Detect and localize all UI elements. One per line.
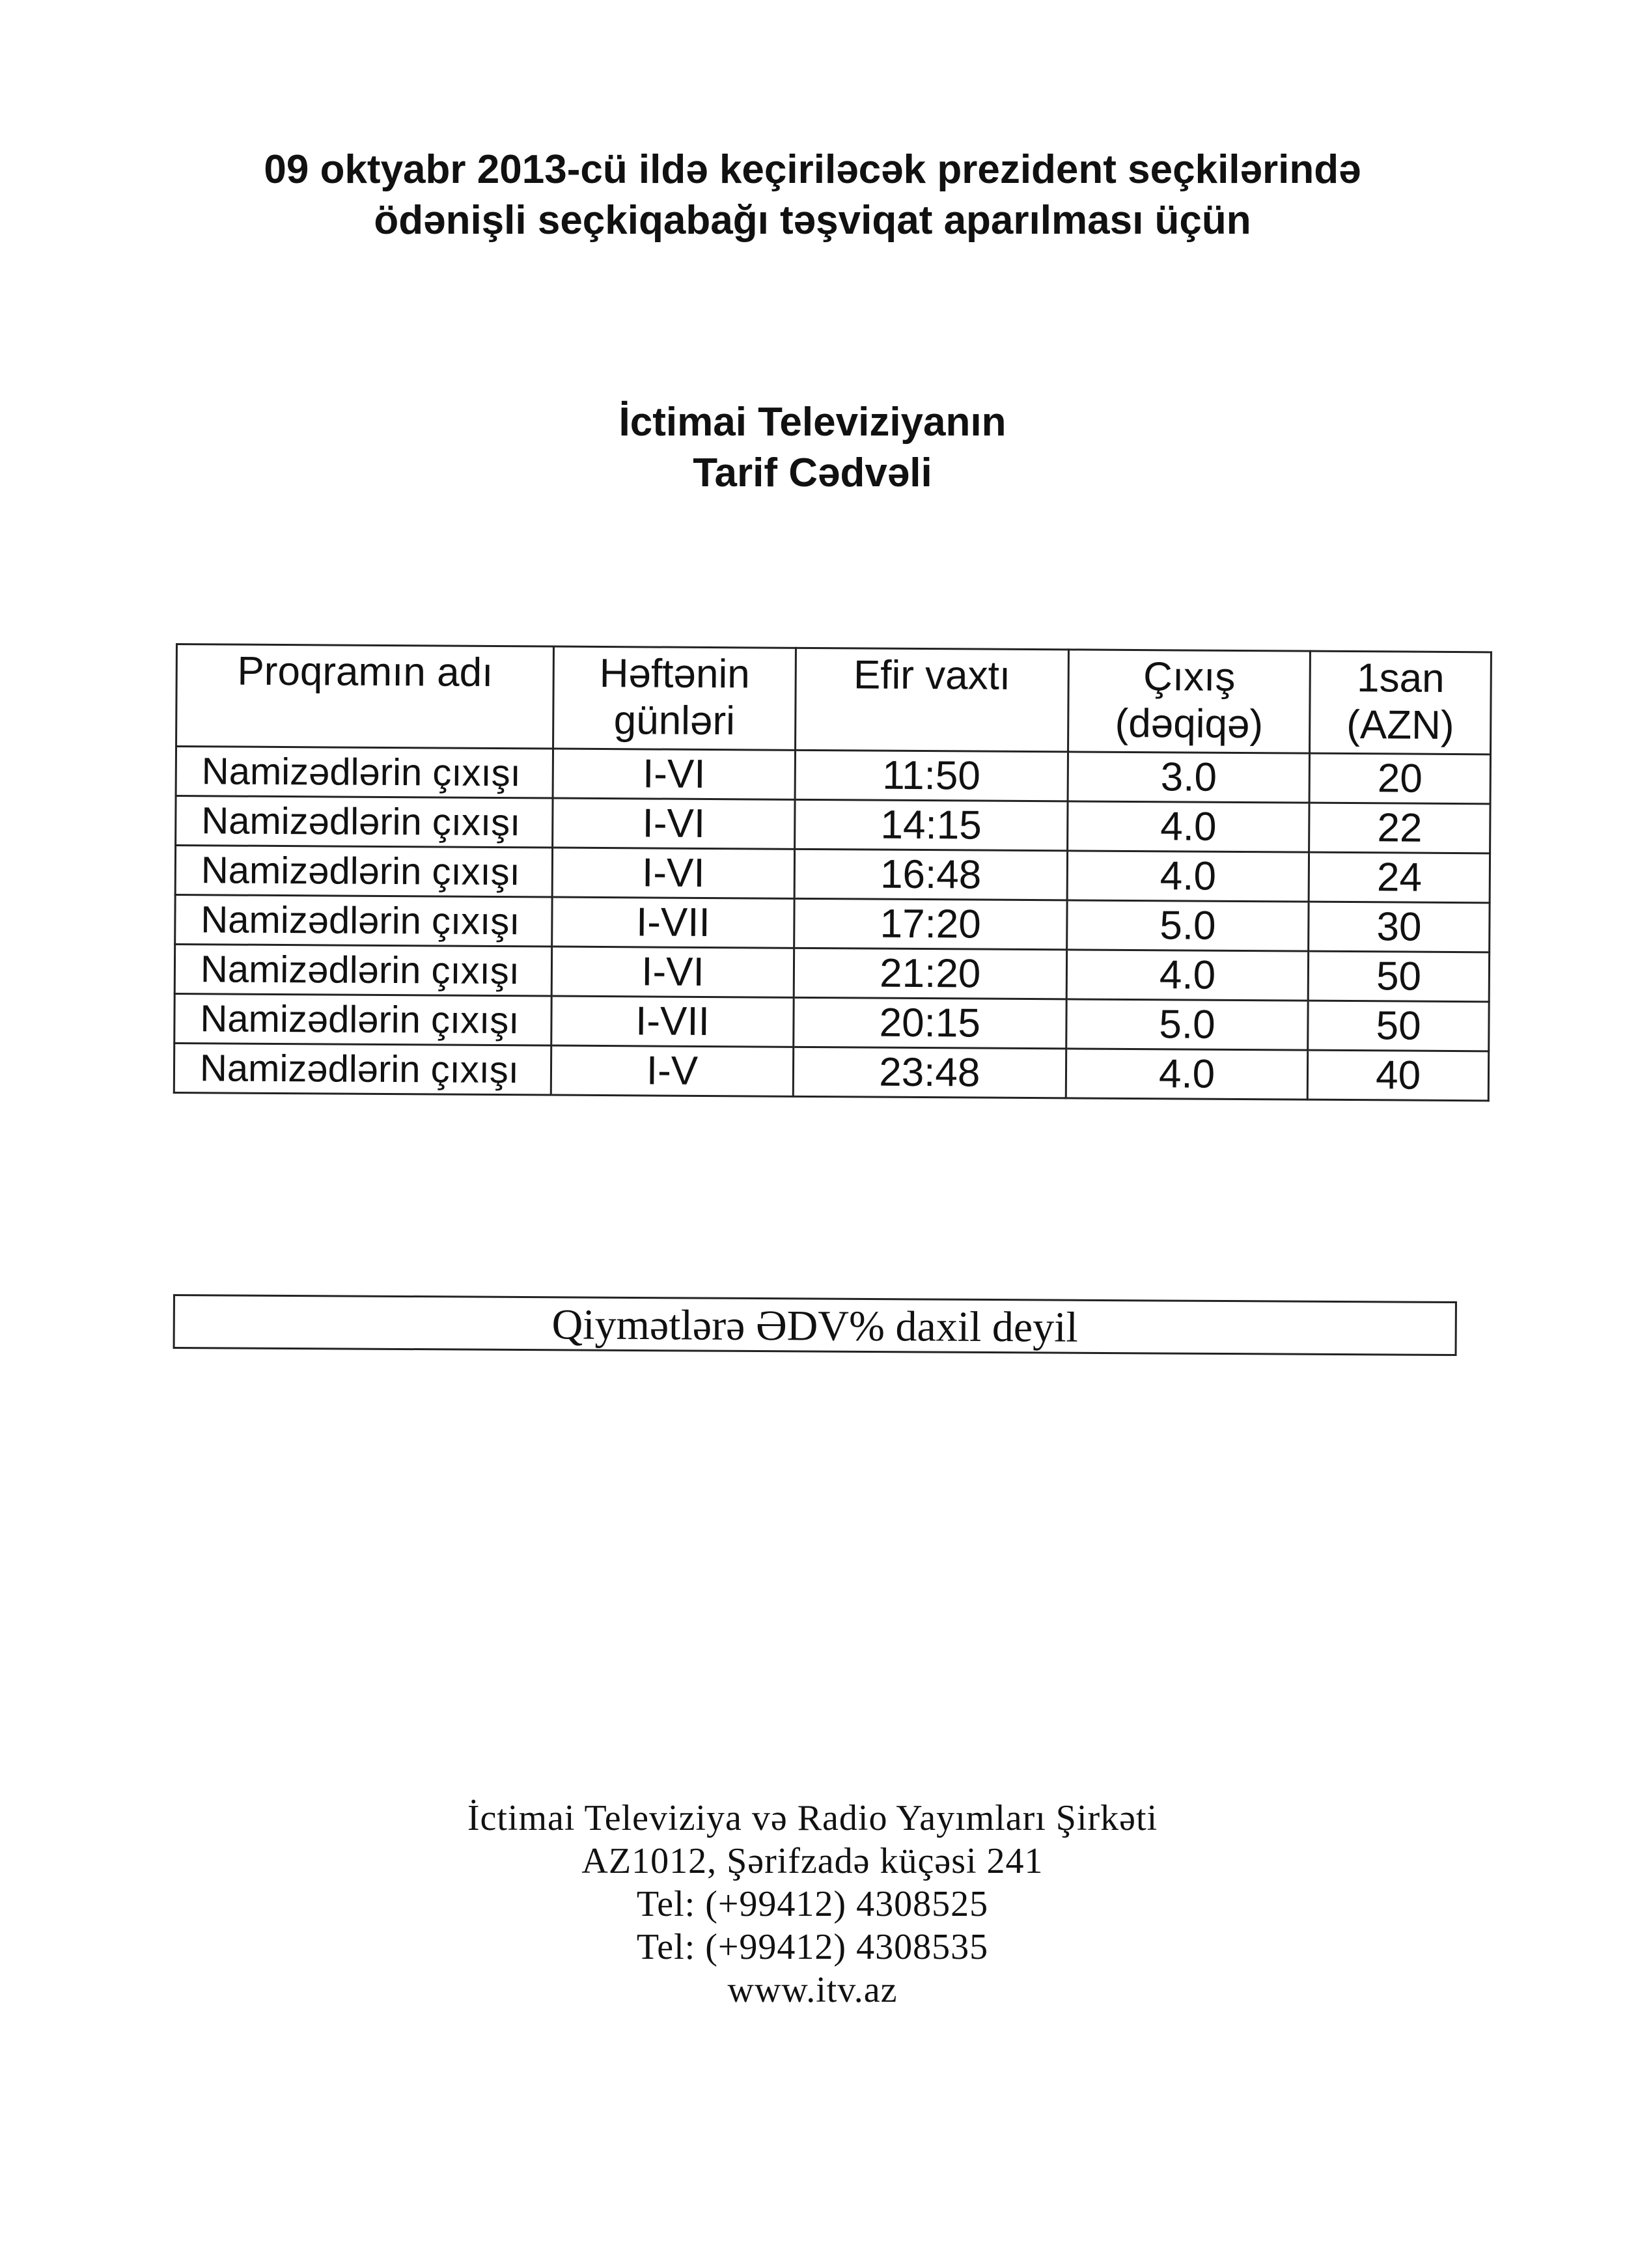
header-price-per-second: 1san (AZN) <box>1310 651 1492 754</box>
cell-duration: 5.0 <box>1066 900 1309 951</box>
cell-duration: 4.0 <box>1067 851 1309 902</box>
table-row <box>174 1043 1488 1100</box>
cell-price: 24 <box>1309 852 1490 903</box>
table-row <box>174 945 1489 1002</box>
cell-program-name: Namizədlərin çıxışı <box>176 796 553 848</box>
footer-phone-1: Tel: (+99412) 4308525 <box>636 1884 989 1924</box>
cell-weekdays: I-VI <box>552 848 794 898</box>
subtitle-line-1: İctimai Televiziyanın <box>618 400 1007 445</box>
table-row <box>175 846 1490 903</box>
document-subtitle <box>0 397 1625 499</box>
cell-price: 20 <box>1309 753 1490 804</box>
cell-weekdays: I-VII <box>551 996 794 1047</box>
cell-program-name: Namizədlərin çıxışı <box>174 1043 551 1095</box>
footer-phone-2: Tel: (+99412) 4308535 <box>636 1927 989 1967</box>
cell-air-time: 17:20 <box>794 898 1067 950</box>
cell-program-name: Namizədlərin çıxışı <box>174 945 552 997</box>
table-row <box>175 895 1490 952</box>
header-program-name: Proqramın adı <box>176 644 554 749</box>
table-row <box>174 993 1489 1051</box>
cell-price: 50 <box>1309 951 1490 1002</box>
footer-company: İctimai Televiziya və Radio Yayımları Şirkəti <box>467 1798 1158 1838</box>
cell-price: 40 <box>1308 1050 1489 1101</box>
cell-air-time: 20:15 <box>794 997 1067 1049</box>
table-row <box>176 796 1490 853</box>
cell-weekdays: I-V <box>551 1045 794 1096</box>
title-line-2: ödənişli seçkiqabağı təşviqat aparılması üçün <box>374 198 1251 243</box>
cell-weekdays: I-VII <box>552 897 794 948</box>
cell-air-time: 11:50 <box>795 750 1068 801</box>
cell-price: 30 <box>1309 902 1490 952</box>
header-weekdays: Həftənin günləri <box>553 646 796 750</box>
cell-program-name: Namizədlərin çıxışı <box>175 895 553 947</box>
cell-air-time: 14:15 <box>794 799 1068 851</box>
footer-website: www.itv.az <box>727 1970 898 2010</box>
cell-duration: 4.0 <box>1066 1049 1308 1099</box>
tariff-table <box>173 643 1492 1101</box>
cell-weekdays: I-VI <box>551 947 794 997</box>
cell-price: 50 <box>1308 1001 1489 1051</box>
cell-duration: 4.0 <box>1067 801 1309 852</box>
header-duration: Çıxış (dəqiqə) <box>1068 650 1310 753</box>
vat-note: Qiymətlərə ƏDV% daxil deyil <box>173 1294 1457 1356</box>
subtitle-line-2: Tarif Cədvəli <box>693 450 932 495</box>
cell-duration: 4.0 <box>1066 950 1309 1001</box>
cell-program-name: Namizədlərin çıxışı <box>176 747 553 799</box>
header-air-time: Efir vaxtı <box>795 648 1068 752</box>
cell-air-time: 23:48 <box>793 1047 1066 1098</box>
footer-address: AZ1012, Şərifzadə küçəsi 241 <box>581 1841 1044 1881</box>
cell-program-name: Namizədlərin çıxışı <box>174 993 552 1045</box>
cell-weekdays: I-VI <box>553 798 795 849</box>
table-row <box>176 747 1490 804</box>
document-title <box>0 145 1625 246</box>
footer-contact <box>0 1797 1625 2012</box>
cell-weekdays: I-VI <box>553 749 795 799</box>
cell-price: 22 <box>1309 803 1490 853</box>
title-line-1: 09 oktyabr 2013-cü ildə keçiriləcək prezident seçkilərində <box>264 147 1361 192</box>
cell-air-time: 21:20 <box>794 948 1067 999</box>
table-header-row <box>176 644 1492 754</box>
cell-air-time: 16:48 <box>794 849 1068 900</box>
cell-program-name: Namizədlərin çıxışı <box>175 846 553 898</box>
cell-duration: 3.0 <box>1068 752 1310 803</box>
cell-duration: 5.0 <box>1066 999 1309 1050</box>
